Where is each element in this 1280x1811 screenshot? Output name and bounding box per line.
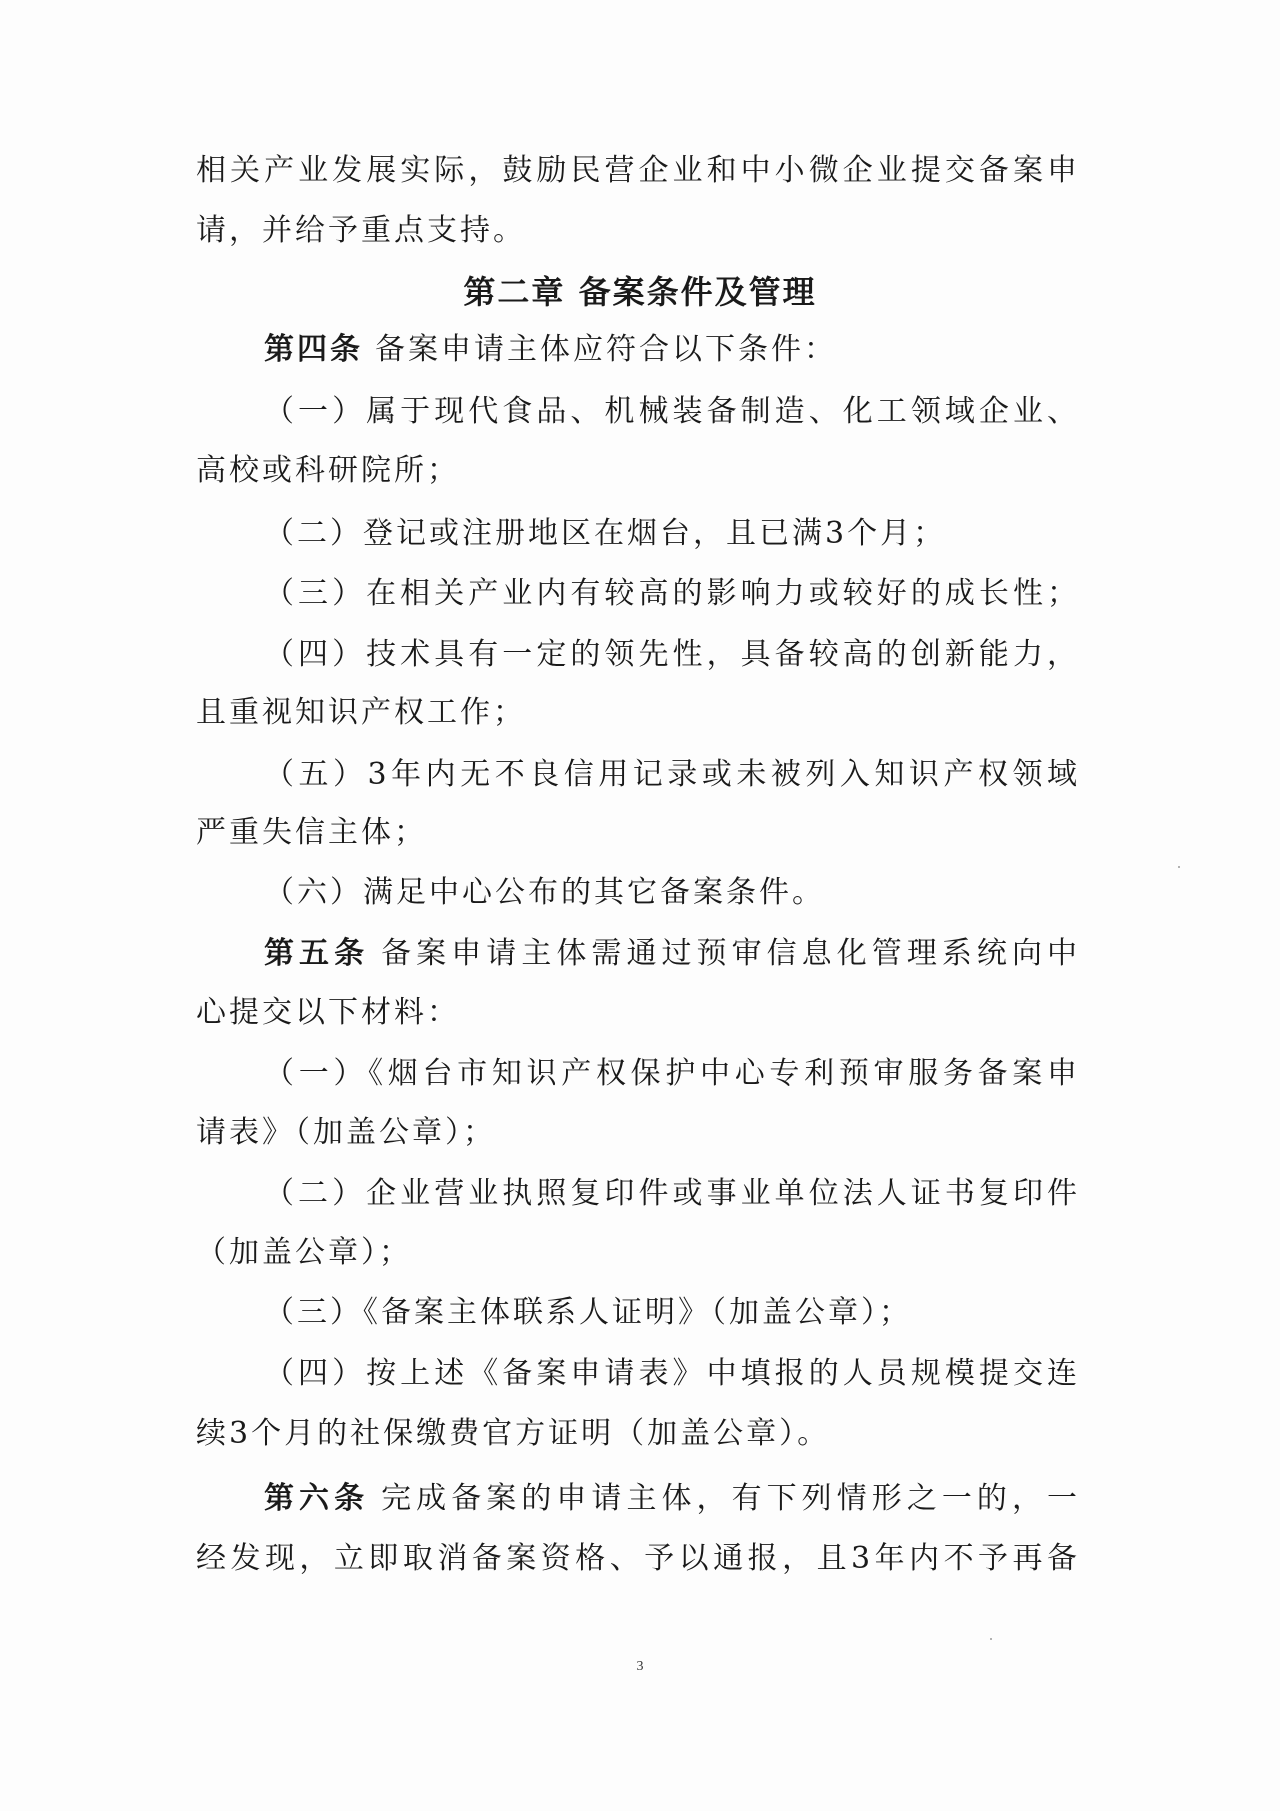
body-line: （五）3年内无不良信用记录或未被列入知识产权领域	[264, 757, 1080, 792]
article-label: 第六条	[264, 1481, 370, 1516]
article-text: 备案申请主体应符合以下条件：	[375, 332, 837, 367]
body-line: 续3个月的社保缴费官方证明（加盖公章）。	[196, 1416, 831, 1451]
body-line: 且重视知识产权工作；	[196, 695, 526, 730]
body-line: （加盖公章）；	[196, 1235, 412, 1270]
scan-speck	[990, 1638, 992, 1640]
body-line: 请，并给予重点支持。	[196, 213, 526, 248]
article-text: 备案申请主体需通过预审信息化管理系统向中	[381, 936, 1081, 971]
article-label: 第四条	[264, 332, 363, 367]
article-line	[196, 1479, 1080, 1519]
article-line	[196, 934, 1080, 974]
scan-speck	[1178, 866, 1180, 868]
body-line: 心提交以下材料：	[196, 995, 460, 1030]
body-line: （二）登记或注册地区在烟台，且已满3个月；	[264, 516, 947, 551]
article-line	[196, 330, 1080, 370]
body-line: （一）《烟台市知识产权保护中心专利预审服务备案申	[264, 1056, 1080, 1091]
article-text: 完成备案的申请主体，有下列情形之一的，一	[381, 1481, 1081, 1516]
body-line: 相关产业发展实际，鼓励民营企业和中小微企业提交备案申	[196, 153, 1080, 188]
body-line: （六）满足中心公布的其它备案条件。	[264, 875, 825, 910]
body-line: 高校或科研院所；	[196, 453, 460, 488]
body-line: （二）企业营业执照复印件或事业单位法人证书复印件	[264, 1176, 1080, 1211]
body-line: （四）技术具有一定的领先性，具备较高的创新能力，	[264, 637, 1080, 672]
body-line: 严重失信主体；	[196, 815, 427, 850]
body-line: （四）按上述《备案申请表》中填报的人员规模提交连	[264, 1356, 1080, 1391]
page-number: 3	[636, 1659, 644, 1674]
body-line: 经发现，立即取消备案资格、予以通报，且3年内不予再备	[196, 1541, 1080, 1576]
body-line: 请表》（加盖公章）；	[196, 1115, 496, 1150]
body-line: （三）在相关产业内有较高的影响力或较好的成长性；	[264, 576, 1080, 611]
body-line: （一）属于现代食品、机械装备制造、化工领域企业、	[264, 394, 1080, 429]
article-label: 第五条	[264, 936, 370, 971]
body-line: （三）《备案主体联系人证明》（加盖公章）；	[264, 1295, 912, 1330]
chapter-title: 第二章 备案条件及管理	[463, 273, 817, 311]
